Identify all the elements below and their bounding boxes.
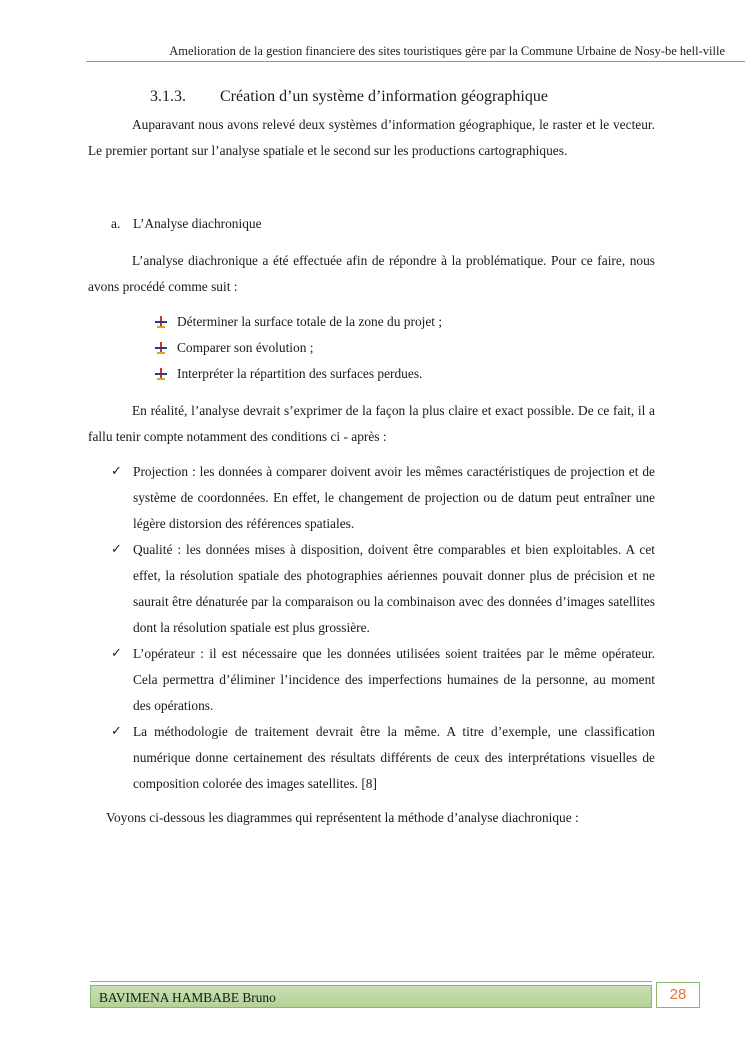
section-heading <box>150 88 548 106</box>
condition-text: L’opérateur : il est nécessaire que les données utilisées soient traitées par le même opérateur. Cela permettra d’éliminer l’incidence des imperfections humaines de la personne, au moment des opérations. <box>133 646 655 713</box>
checkmark-icon: ✓ <box>111 646 122 661</box>
section-number: 3.1.3. <box>150 88 186 105</box>
running-header: Amelioration de la gestion financiere des sites touristiques gère par la Commune Urbaine de Nosy-be hell-ville <box>169 44 725 58</box>
arrow-bullet-icon <box>155 368 167 380</box>
page-number: 28 <box>656 982 700 1008</box>
checkmark-icon: ✓ <box>111 724 122 739</box>
intro-paragraph: Auparavant nous avons relevé deux systèmes d’information géographique, le raster et le vecteur. Le premier portant sur l’analyse spatiale et le second sur les productions cartographiques. <box>88 117 655 158</box>
condition-text: Qualité : les données mises à disposition, doivent être comparables et bien exploitables. A cet effet, la résolution spatiale des photographies aériennes pouvait donner plus de précision et ne saurait être dénaturée par la comparaison ou la combinaison avec des données d’images satellites dont la résolution spatiale est plus grossière. <box>133 542 655 635</box>
list-item <box>155 309 442 335</box>
footer-rule <box>90 981 652 982</box>
list-item <box>111 459 655 537</box>
steps-list <box>155 309 442 387</box>
checkmark-icon: ✓ <box>111 464 122 479</box>
list-item <box>111 641 655 719</box>
condition-text: Projection : les données à comparer doivent avoir les mêmes caractéristiques de projection et de système de coordonnées. En effet, le changement de projection ou de datum peut entraîner une légère distorsion des références spatiales. <box>133 464 655 531</box>
analysis-paragraph: L’analyse diachronique a été effectuée afin de répondre à la problématique. Pour ce faire, nous avons procédé comme suit : <box>88 253 655 294</box>
step-text: Déterminer la surface totale de la zone du projet ; <box>177 314 443 329</box>
list-item <box>155 335 442 361</box>
list-item <box>111 537 655 641</box>
arrow-bullet-icon <box>155 342 167 354</box>
list-item <box>111 719 655 797</box>
arrow-bullet-icon <box>155 316 167 328</box>
subsection-heading <box>111 211 262 237</box>
closing-paragraph: Voyons ci-dessous les diagrammes qui représentent la méthode d’analyse diachronique : <box>106 810 579 825</box>
reality-paragraph: En réalité, l’analyse devrait s’exprimer de la façon la plus claire et exact possible. De ce fait, il a fallu tenir compte notamment des conditions ci - après : <box>88 403 655 444</box>
condition-text: La méthodologie de traitement devrait être la même. A titre d’exemple, une classification numérique donne certainement des résultats différents de ceux des interprétations visuelles de composition colorée des images satellites. [8] <box>133 724 655 791</box>
list-item <box>155 361 442 387</box>
conditions-list <box>111 459 655 797</box>
step-text: Comparer son évolution ; <box>177 340 314 355</box>
checkmark-icon: ✓ <box>111 542 122 557</box>
step-text: Interpréter la répartition des surfaces perdues. <box>177 366 423 381</box>
section-title: Création d’un système d’information géographique <box>220 88 548 105</box>
footer-bar <box>90 985 652 1008</box>
footer-author: BAVIMENA HAMBABE Bruno <box>99 990 276 1005</box>
subsection-title: L’Analyse diachronique <box>133 216 262 231</box>
subsection-letter: a. <box>111 216 121 231</box>
header-rule <box>86 61 745 62</box>
